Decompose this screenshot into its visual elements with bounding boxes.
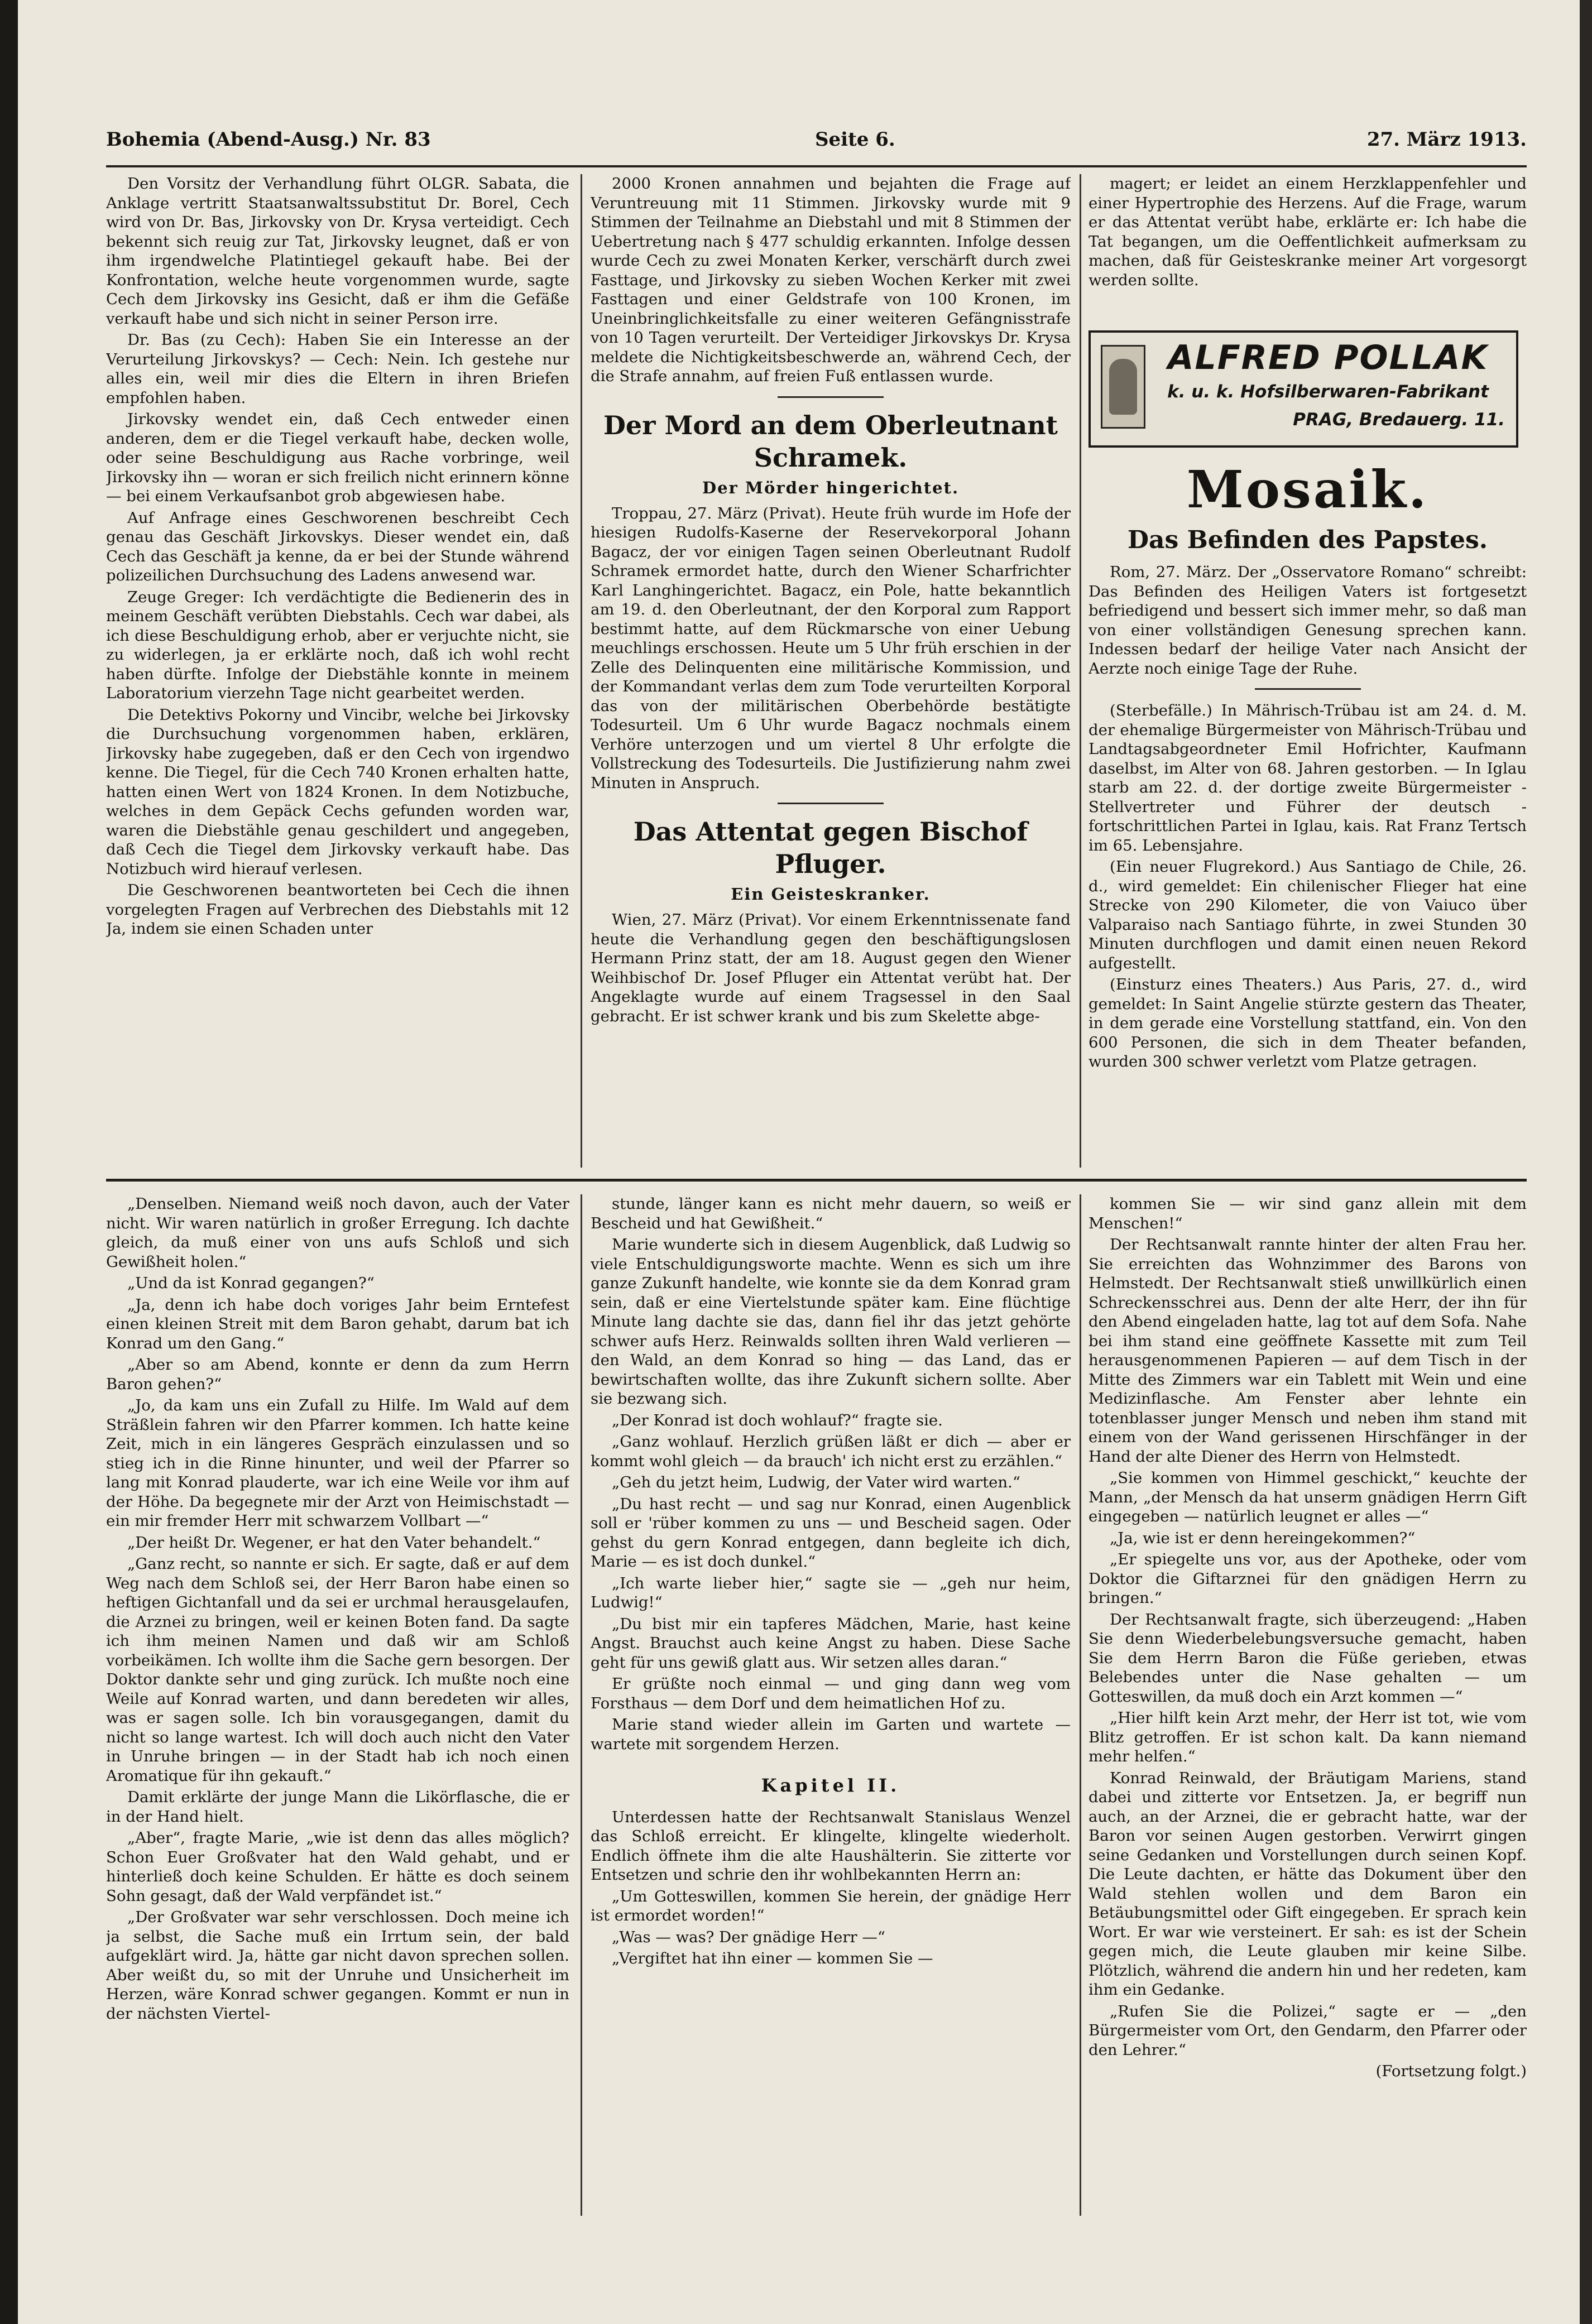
paragraph: magert; er leidet an einem Herzklappenfehler und einer Hypertrophie des Herzens. Auf die Frage, warum er das Attentat verübt habe, erklärte er: Ich habe die Tat begangen, um die Oeffentlichkeit aufmerksam zu machen, daß für Geisteskranke meiner Art vorgesorgt werden sollte. bbox=[1088, 175, 1527, 289]
column-3-mosaik bbox=[1088, 453, 1527, 1168]
column-3-top bbox=[1088, 174, 1527, 325]
paragraph: (Einsturz eines Theaters.) Aus Paris, 27. d., wird gemeldet: In Saint Angelie stürzte gestern das Theater, in dem gerade eine Vorstellung stattfand, ein. Von den 600 Personen, die sich in dem Theater befanden, wurden 300 schwer verletzt vom Platze getragen. bbox=[1088, 976, 1527, 1070]
paragraph: „Der Konrad ist doch wohlauf?“ fragte sie. bbox=[612, 1411, 943, 1429]
paragraph: „Hier hilft kein Arzt mehr, der Herr ist tot, wie vom Blitz getroffen. Er ist schon kalt. Da kann niemand mehr helfen.“ bbox=[1088, 1709, 1527, 1765]
separator bbox=[778, 396, 884, 398]
column-2 bbox=[591, 174, 1071, 1168]
column-rule bbox=[1080, 1194, 1081, 2216]
column-rule bbox=[581, 174, 582, 1168]
paragraph: Troppau, 27. März (Privat). Heute früh wurde im Hofe der hiesigen Rudolfs-Kaserne der Reservekorporal Johann Bagacz, der vor einigen Tagen seinen Oberleutnant Rudolf Schramek ermordet hatte, durch den Wiener Scharfrichter Karl Langhingerichtet. Bagacz, ein Pole, hatte bekanntlich am 19. d. den Oberleutnant, der den Korporal zum Rapport bestimmt hatte, auf dem Rückmarsche von einer Uebung meuchlings erschossen. Heute um 5 Uhr früh erschien in der Zelle des Delinquenten eine militärische Kommission, und der Kommandant verlas dem zum Tode verurteilten Korporal das von der militärischen Oberbehörde bestätigte Todesurteil. Um 6 Uhr wurde Bagacz nochmals einem Verhöre unterzogen und um viertel 8 Uhr erfolgte die Vollstreckung des Todesurteils. Die Justifizierung nahm zwei Minuten in Anspruch. bbox=[591, 504, 1071, 792]
paragraph: „Rufen Sie die Polizei,“ sagte er — „den Bürgermeister vom Ort, den Gendarm, den Pfarrer oder den Lehrer.“ bbox=[1088, 2002, 1527, 2059]
continuation-note: (Fortsetzung folgt.) bbox=[1375, 2062, 1527, 2080]
paragraph: Auf Anfrage eines Geschworenen beschreibt Cech genau das Geschäft Jirkovskys. Dieser wendet ein, daß Cech das Geschäft ja kenne, da er bei der Stunde während polizeilichen Durchsuchung des Ladens anwesend war. bbox=[106, 508, 569, 584]
headline-papst: Das Befinden des Papstes. bbox=[1127, 526, 1488, 554]
paragraph: „Um Gotteswillen, kommen Sie herein, der gnädige Herr ist ermordet worden!“ bbox=[591, 1887, 1071, 1924]
masthead-page-number: Seite 6. bbox=[815, 128, 895, 151]
coat-of-arms-icon bbox=[1101, 345, 1145, 429]
advertisement-pollak bbox=[1088, 330, 1518, 448]
paragraph: „Aber“, fragte Marie, „wie ist denn das alles möglich? Schon Euer Großvater hat den Wald gehabt, und er hinterließ doch keine Schulden. Er hätte es doch seinem Sohn gesagt, daß der Wald verpfändet ist.“ bbox=[106, 1829, 569, 1905]
section-title-mosaik: Mosaik. bbox=[1186, 459, 1429, 520]
paragraph: Zeuge Greger: Ich verdächtigte die Bedienerin des in meinem Geschäft verübten Diebstahls. Cech war dabei, als ich diese Beschuldigung erhob, aber er verjuchte nicht, sie zu widerlegen, ja er erklärte noch, daß ich wohl recht haben dürfte. Infolge der Diebstähle konnte in meinem Laboratorium vierzehn Tage nicht gearbeitet werden. bbox=[106, 588, 569, 702]
feuilleton-column-3 bbox=[1088, 1194, 1527, 2216]
paragraph: (Sterbefälle.) In Mährisch-Trübau ist am 24. d. M. der ehemalige Bürgermeister von Mährisch-Trübau und Landtagsabgeordneter Emil Hofrichter, Kaufmann daselbst, im Alter von 68. Jahren gestorben. — In Iglau starb am 22. d. der dortige zweite Bürgermeister - Stellvertreter und Führer der deutsch - fortschrittlichen Partei in Iglau, kais. Rat Franz Tertsch im 65. Lebensjahre. bbox=[1088, 702, 1527, 854]
column-1 bbox=[106, 174, 569, 1168]
scan-edge-right bbox=[1580, 0, 1592, 2324]
paragraph: Marie wunderte sich in diesem Augenblick, daß Ludwig so viele Entschuldigungsworte machte. Wenn es sich um ihre ganze Zukunft handelte, wie konnte sie da dem Konrad gram sein, daß er eine Viertelstunde später kam. Eine flüchtige Minute lang dachte sie das, dann fiel ihr das jetzt gehörte schwer aufs Herz. Reinwalds sollten ihren Wald verlieren — den Wald, an dem Konrad so hing — das Land, das er bewirtschaften wollte, das ihre Zukunft sichern sollte. Aber sie bezwang sich. bbox=[591, 1236, 1071, 1408]
paragraph: Der Rechtsanwalt fragte, sich überzeugend: „Haben Sie denn Wiederbelebungsversuche gemacht, haben Sie dem Herrn Baron die Füße gerieben, etwas Belebendes unter die Nase gehalten — um Gotteswillen, da muß doch ein Arzt kommen —“ bbox=[1088, 1610, 1527, 1706]
subheadline-mord: Der Mörder hingerichtet. bbox=[702, 478, 960, 497]
paragraph: „Sie kommen von Himmel geschickt,“ keuchte der Mann, „der Mensch da hat unserm gnädigen Herrn Gift eingegeben — natürlich leugnet er alles —“ bbox=[1088, 1469, 1527, 1525]
paragraph: „Ich warte lieber hier,“ sagte sie — „geh nur heim, Ludwig!“ bbox=[591, 1574, 1071, 1611]
masthead bbox=[106, 128, 1527, 162]
subheadline-attentat: Ein Geisteskranker. bbox=[731, 885, 931, 904]
paragraph: 2000 Kronen annahmen und bejahten die Frage auf Veruntreuung mit 11 Stimmen. Jirkovsky wurde mit 9 Stimmen der Teilnahme an Diebstahl und mit 8 Stimmen der Uebertretung nach § 477 schuldig erkannten. Infolge dessen wurde Cech zu zwei Monaten Kerker, verschärft durch zwei Fasttage, und Jirkovsky zu sieben Wochen Kerker mit zwei Fasttagen und einer Geldstrafe von 100 Kronen, im Uneinbringlichkeitsfalle zu einer weiteren Gefängnisstrafe von 10 Tagen verurteilt. Der Verteidiger Jirkovskys Dr. Krysa meldete die Nichtigkeitsbeschwerde an, während Cech, der die Strafe annahm, auf freien Fuß entlassen wurde. bbox=[591, 175, 1071, 385]
paragraph: „Ganz wohlauf. Herzlich grüßen läßt er dich — aber er kommt wohl gleich — da brauch' ich nicht erst zu erzählen.“ bbox=[591, 1433, 1071, 1470]
paragraph: Dr. Bas (zu Cech): Haben Sie ein Interesse an der Verurteilung Jirkovskys? — Cech: Nein. Ich gestehe nur alles ein, weil mir dies die Eltern in ihren Briefen empfohlen haben. bbox=[106, 331, 569, 407]
feuilleton-column-2 bbox=[591, 1194, 1071, 2216]
separator bbox=[778, 803, 884, 804]
ad-company-title: k. u. k. Hofsilberwaren-Fabrikant bbox=[1167, 382, 1489, 402]
paragraph: „Vergiftet hat ihn einer — kommen Sie — bbox=[612, 1950, 933, 1967]
paragraph: „Ja, denn ich habe doch voriges Jahr beim Erntefest einen kleinen Streit mit dem Baron gehabt, darum bat ich Konrad um den Gang.“ bbox=[106, 1295, 569, 1352]
paragraph: Er grüßte noch einmal — und ging dann weg vom Forsthaus — dem Dorf und dem heimatlichen Hof zu. bbox=[591, 1675, 1071, 1712]
paragraph: Den Vorsitz der Verhandlung führt OLGR. Sabata, die Anklage vertritt Staatsanwaltssubstitut Dr. Borel, Cech wird von Dr. Bas, Jirkovsky von Dr. Krysa verteidigt. Cech bekennt sich reuig zur Tat, Jirkovsky leugnet, daß er von ihm irgendwelche Platintiegel gekauft habe. Bei der Konfrontation, welche heute vorgenommen wurde, sagte Cech dem Jirkovsky ins Gesicht, daß er ihm die Gefäße verkauft habe und sich nicht in seiner Person irre. bbox=[106, 175, 569, 328]
feuilleton-rule bbox=[106, 1179, 1527, 1182]
paragraph: Wien, 27. März (Privat). Vor einem Erkenntnissenate fand heute die Verhandlung gegen den beschäftigungslosen Hermann Prinz statt, der am 18. August gegen den Wiener Weihbischof Dr. Josef Pfluger ein Attentat verübt hat. Der Angeklagte wurde auf einem Tragsessel in den Saal gebracht. Er ist schwer krank und bis zum Skelette abge- bbox=[591, 911, 1071, 1025]
feuilleton-column-1 bbox=[106, 1194, 569, 2216]
paragraph: „Der heißt Dr. Wegener, er hat den Vater behandelt.“ bbox=[127, 1533, 541, 1552]
scan-edge-left bbox=[0, 0, 18, 2324]
paragraph: „Ja, wie ist er denn hereingekommen?“ bbox=[1110, 1529, 1416, 1547]
masthead-rule bbox=[106, 165, 1527, 167]
paragraph: „Er spiegelte uns vor, aus der Apotheke, oder vom Doktor die Giftarznei für den gnädigen Herrn zu bringen.“ bbox=[1088, 1550, 1527, 1607]
paragraph: „Jo, da kam uns ein Zufall zu Hilfe. Im Wald auf dem Sträßlein fahren wir den Pfarrer kommen. Ich hatte keine Zeit, mich in ein längeres Gespräch einzulassen und so stieg ich in die Rinne hinunter, und weil der Pfarrer so lang mit Konrad plauderte, war ich eine Weile vor ihm auf der Höhe. Da begegnete mir der Arzt von Heimischstadt — ein mir fremder Herr mit schwarzem Vollbart —“ bbox=[106, 1396, 569, 1530]
headline-attentat: Das Attentat gegen Bischof Pfluger. bbox=[633, 817, 1028, 879]
ad-company-address: PRAG, Bredauerg. 11. bbox=[1293, 410, 1505, 430]
paragraph: „Und da ist Konrad gegangen?“ bbox=[127, 1274, 375, 1292]
column-rule bbox=[1080, 174, 1081, 1168]
paragraph: Rom, 27. März. Der „Osservatore Romano“ schreibt: Das Befinden des Heiligen Vaters ist fortgesetzt befriedigend und bessert sich immer mehr, so daß man von einer vollständigen Genesung sprechen kann. Indessen bedarf der heilige Vater nach Ansicht der Aerzte noch einige Tage der Ruhe. bbox=[1088, 563, 1527, 678]
ad-company-name: ALFRED POLLAK bbox=[1168, 338, 1488, 377]
separator bbox=[1255, 688, 1361, 690]
paragraph: Marie stand wieder allein im Garten und wartete — wartete mit sorgendem Herzen. bbox=[591, 1716, 1071, 1753]
column-rule bbox=[581, 1194, 582, 2216]
paragraph: „Du bist mir ein tapferes Mädchen, Marie, hast keine Angst. Brauchst auch keine Angst zu haben. Diese Sache geht für uns gewiß glatt aus. Wir setzen alles daran.“ bbox=[591, 1615, 1071, 1672]
paragraph: kommen Sie — wir sind ganz allein mit dem Menschen!“ bbox=[1088, 1195, 1527, 1232]
chapter-heading: Kapitel II. bbox=[761, 1775, 900, 1796]
paragraph: Unterdessen hatte der Rechtsanwalt Stanislaus Wenzel das Schloß erreicht. Er klingelte, klingelte wiederholt. Endlich öffnete ihm die alte Haushälterin. Sie zitterte vor Entsetzen und schrie den ihr wohlbekannten Herrn an: bbox=[591, 1808, 1071, 1884]
paragraph: stunde, länger kann es nicht mehr dauern, so weiß er Bescheid und hat Gewißheit.“ bbox=[591, 1195, 1071, 1232]
paragraph: „Was — was? Der gnädige Herr —“ bbox=[612, 1928, 885, 1946]
headline-mord: Der Mord an dem Oberleutnant Schramek. bbox=[603, 410, 1058, 473]
paragraph: „Denselben. Niemand weiß noch davon, auch der Vater nicht. Wir waren natürlich in großer Erregung. Ich dachte gleich, da muß einer von uns aufs Schloß und sich Gewißheit holen.“ bbox=[106, 1195, 569, 1271]
paragraph: „Du hast recht — und sag nur Konrad, einen Augenblick soll er 'rüber kommen zu uns — und Bescheid sagen. Oder gehst du gern Konrad entgegen, dann begleite ich dich, Marie — es ist doch dunkel.“ bbox=[591, 1495, 1071, 1571]
paragraph: „Ganz recht, so nannte er sich. Er sagte, daß er auf dem Weg nach dem Schloß sei, der Herr Baron habe einen so heftigen Gichtanfall und da sei er urchmal herausgelaufen, die Arznei zu bringen, weil er keinen Boten fand. Da sagte ich ihm meinen Namen und daß wir am Schloß vorbeikämen. Ich wollte ihm die Sache gern besorgen. Der Doktor dankte sehr und ging zurück. Ich mußte noch eine Weile auf Konrad warten, und dann beredeten wir alles, was er sagen solle. Ich bin vorausgegangen, damit du nicht so lange wartest. Ich will doch auch nicht den Vater in Unruhe bringen — in der Stadt hab ich noch einen Aromatique für ihn gekauft.“ bbox=[106, 1555, 569, 1785]
paragraph: „Der Großvater war sehr verschlossen. Doch meine ich ja selbst, die Sache muß ein Irrtum sein, der bald aufgeklärt wird. Ja, hätte gar nicht davon sprechen sollen. Aber weißt du, so mit der Unruhe und Unsicherheit im Herzen, wäre Konrad schwer gegangen. Kommt er nun in der nächsten Viertel- bbox=[106, 1908, 569, 2023]
masthead-issue: Bohemia (Abend-Ausg.) Nr. 83 bbox=[106, 128, 431, 151]
paragraph: Der Rechtsanwalt rannte hinter der alten Frau her. Sie erreichten das Wohnzimmer des Barons von Helmstedt. Der Rechtsanwalt stieß unwillkürlich einen Schreckensschrei aus. Denn der alte Herr, der ihn für den Abend eingeladen hatte, lag tot auf dem Sofa. Nahe bei ihm stand eine geöffnete Kassette mit zum Teil herausgenommenen Papieren — auf dem Tisch in der Mitte des Zimmers war ein Tablett mit Wein und eine Medizinflasche. Am Fenster aber lehnte ein totenblasser junger Mensch und neben ihm stand mit einem von der Wand gerissenen Hirschfänger in der Hand der alte Diener des Herrn von Helmstedt. bbox=[1088, 1236, 1527, 1466]
paragraph: Die Geschworenen beantworteten bei Cech die ihnen vorgelegten Fragen auf Verbrechen des Diebstahls mit 12 Ja, indem sie einen Schaden unter bbox=[106, 881, 569, 938]
paragraph: Damit erklärte der junge Mann die Likörflasche, die er in der Hand hielt. bbox=[106, 1788, 569, 1826]
paragraph: (Ein neuer Flugrekord.) Aus Santiago de Chile, 26. d., wird gemeldet: Ein chilenischer Flieger hat eine Strecke von 290 Kilometer, die von Vaiuco über Valparaiso nach Santiago führte, in zwei Stunden 30 Minuten durchflogen und damit einen neuen Rekord aufgestellt. bbox=[1088, 858, 1527, 972]
paragraph: Konrad Reinwald, der Bräutigam Mariens, stand dabei und zitterte vor Entsetzen. Ja, er begriff nun auch, an der Arznei, die er gebracht hatte, war der Baron vor seinen Augen gestorben. Verwirrt gingen seine Gedanken und Vorstellungen durch seinen Kopf. Die Leute dachten, er hätte das Dokument über den Wald stehlen wollen und dem Baron ein Betäubungsmittel oder Gift eingegeben. Er sprach kein Wort. Er war wie versteinert. Er sah: es ist der Schein gegen mich, die Leute glauben mir keine Silbe. Plötzlich, während die andern hin und her redeten, kam ihm ein Gedanke. bbox=[1088, 1769, 1527, 1999]
paragraph: „Aber so am Abend, konnte er denn da zum Herrn Baron gehen?“ bbox=[106, 1356, 569, 1393]
paragraph: Die Detektivs Pokorny und Vincibr, welche bei Jirkovsky die Durchsuchung vorgenommen haben, erklären, Jirkovsky habe zugegeben, daß er den Cech von irgendwo kenne. Die Tiegel, für die Cech 740 Kronen erhalten hatte, hatten einen Wert von 1824 Kronen. In dem Notizbuche, welches in dem Gepäck Cechs gefunden worden war, waren die Diebstähle genau geschildert und angegeben, daß Cech die Tiegel dem Jirkovsky verkauft habe. Das Notizbuch wird hierauf verlesen. bbox=[106, 705, 569, 878]
masthead-date: 27. März 1913. bbox=[1366, 128, 1527, 151]
paragraph: „Geh du jetzt heim, Ludwig, der Vater wird warten.“ bbox=[612, 1473, 1020, 1491]
paragraph: Jirkovsky wendet ein, daß Cech entweder einen anderen, dem er die Tiegel verkauft habe, decken wolle, oder seine Beschuldigung aus Rache vorbringe, weil Jirkovsky ihn — woran er sich freilich nicht erinnern könne — bei einem Verkaufsanbot grob abgewiesen habe. bbox=[106, 410, 569, 505]
